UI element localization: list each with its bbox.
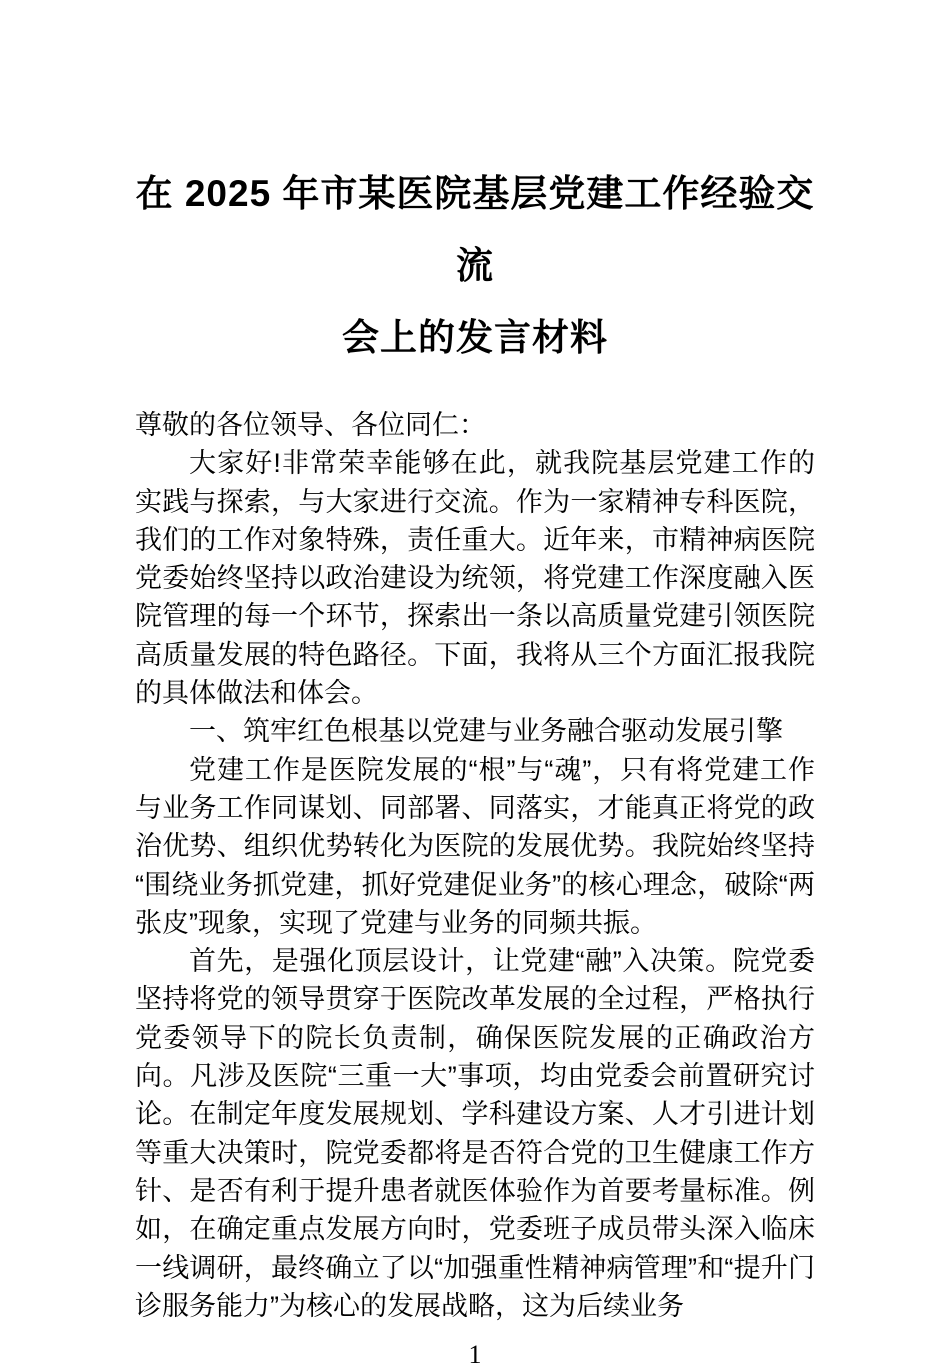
body-paragraph-2: 首先，是强化顶层设计，让党建“融”入决策。院党委坚持将党的领导贯穿于医院改革发展的全过程，严格执行党委领导下的院长负责制，确保医院发展的正确政治方向。凡涉及医院“三重一大”事项，均由党委会前置研究讨论。在制定年度发展规划、学科建设方案、人才引进计划等重大决策时，院党委都将是否符合党的卫生健康工作方针、是否有利于提升患者就医体验作为首要考量标准。例如，在确定重点发展方向时，党委班子成员带头深入临床一线调研，最终确立了以“加强重性精神病管理”和“提升门诊服务能力”为核心的发展战略，这为后续业务: [135, 946, 815, 1321]
body-paragraph-1: 党建工作是医院发展的“根”与“魂”，只有将党建工作与业务工作同谋划、同部署、同落实，才能真正将党的政治优势、组织优势转化为医院的发展优势。我院始终坚持“围绕业务抓党建，抓好党建促业务”的核心理念，破除“两张皮”现象，实现了党建与业务的同频共振。: [135, 754, 815, 938]
document-title-line-1: 在 2025 年市某医院基层党建工作经验交流: [135, 173, 815, 286]
salutation-paragraph: 尊敬的各位领导、各位同仁：: [135, 410, 486, 440]
document-title: [135, 158, 815, 374]
page-number: 1: [468, 1340, 482, 1370]
section-heading-1: 一、筑牢红色根基以党建与业务融合驱动发展引擎: [189, 716, 783, 747]
document-title-line-2: 会上的发言材料: [342, 317, 608, 358]
document-body: [135, 406, 815, 1325]
intro-paragraph: 大家好!非常荣幸能够在此，就我院基层党建工作的实践与探索，与大家进行交流。作为一家精神专科医院，我们的工作对象特殊，责任重大。近年来，市精神病医院党委始终坚持以政治建设为统领，将党建工作深度融入医院管理的每一个环节，探索出一条以高质量党建引领医院高质量发展的特色路径。下面，我将从三个方面汇报我院的具体做法和体会。: [135, 448, 815, 709]
